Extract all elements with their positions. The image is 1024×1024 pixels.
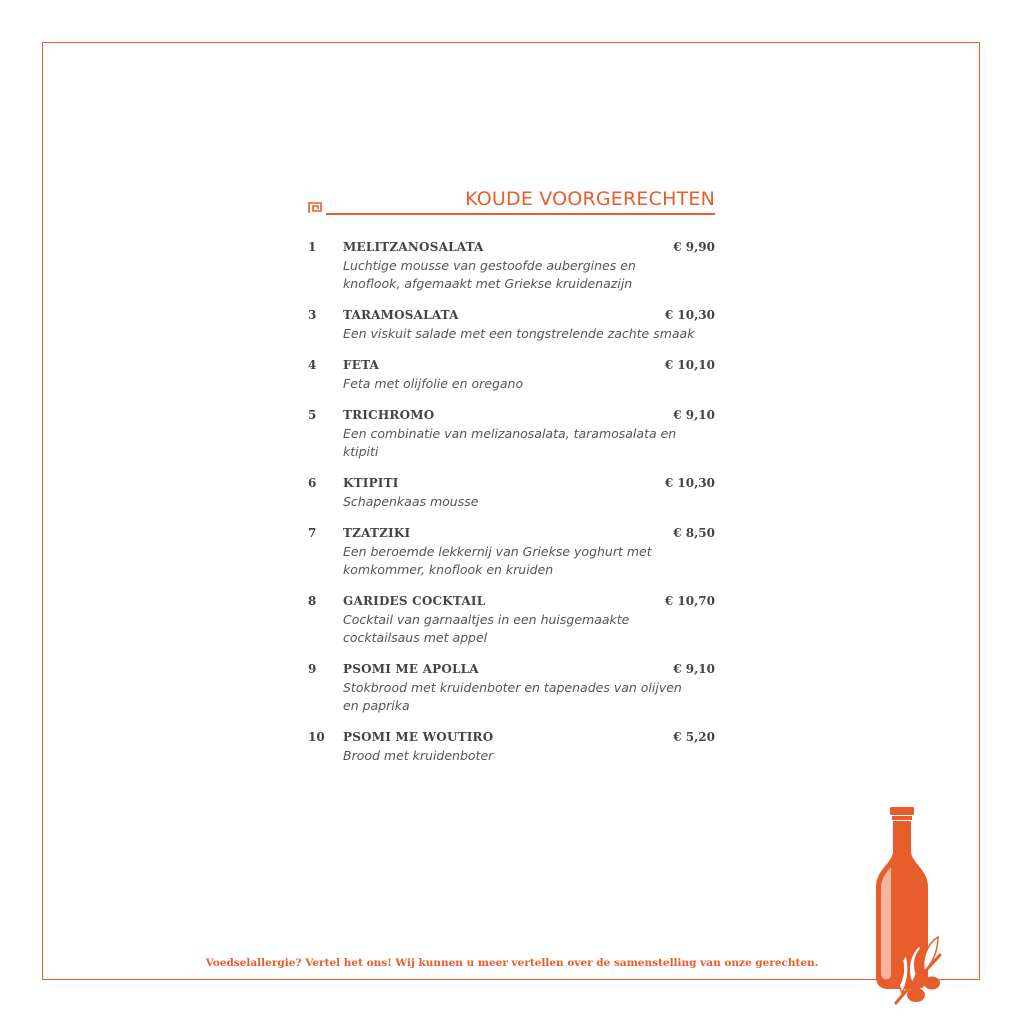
allergy-note: Voedselallergie? Vertel het ons! Wij kunnen u meer vertellen over de samenstelling van onze gerechten. — [205, 957, 819, 969]
item-number: 7 — [308, 526, 317, 540]
menu-item — [308, 308, 715, 343]
menu-item — [308, 526, 715, 579]
section-header — [308, 188, 715, 216]
item-description: Luchtige mousse van gestoofde aubergines en knoflook, afgemaakt met Griekse kruidenazijn — [343, 258, 636, 291]
item-number: 4 — [308, 358, 317, 372]
item-description: Schapenkaas mousse — [343, 494, 479, 509]
item-description: Een beroemde lekkernij van Griekse yoghurt met komkommer, knoflook en kruiden — [343, 544, 652, 577]
olive-oil-bottle-icon — [866, 805, 946, 1005]
item-price: € 10,30 — [664, 308, 715, 322]
menu-item — [308, 358, 715, 393]
item-price: € 10,10 — [664, 358, 715, 372]
menu-item-list — [308, 240, 715, 780]
menu-item — [308, 662, 715, 715]
item-description: Feta met olijfolie en oregano — [343, 376, 524, 391]
item-description: Stokbrood met kruidenboter en tapenades van olijven en paprika — [343, 680, 682, 713]
menu-item — [308, 730, 715, 765]
menu-item — [308, 240, 715, 293]
menu-item — [308, 476, 715, 511]
item-price: € 10,30 — [664, 476, 715, 490]
item-number: 6 — [308, 476, 317, 490]
item-name: KTIPITI — [343, 476, 399, 490]
item-name: PSOMI ME APOLLA — [343, 662, 479, 676]
title-underline — [326, 213, 715, 215]
item-number: 3 — [308, 308, 317, 322]
menu-item — [308, 594, 715, 647]
menu-item — [308, 408, 715, 461]
item-number: 1 — [308, 240, 317, 254]
greek-meander-icon — [308, 202, 324, 214]
item-name: TZATZIKI — [343, 526, 411, 540]
item-name: MELITZANOSALATA — [343, 240, 484, 254]
item-number: 8 — [308, 594, 317, 608]
item-name: TARAMOSALATA — [343, 308, 459, 322]
item-number: 9 — [308, 662, 317, 676]
item-description: Brood met kruidenboter — [343, 748, 494, 763]
item-price: € 9,10 — [673, 662, 715, 676]
item-price: € 8,50 — [673, 526, 715, 540]
item-price: € 9,90 — [673, 240, 715, 254]
item-number: 10 — [308, 730, 325, 744]
item-price: € 10,70 — [664, 594, 715, 608]
item-number: 5 — [308, 408, 317, 422]
item-price: € 5,20 — [673, 730, 715, 744]
item-description: Cocktail van garnaaltjes in een huisgemaakte cocktailsaus met appel — [343, 612, 630, 645]
item-name: FETA — [343, 358, 380, 372]
item-name: TRICHROMO — [343, 408, 435, 422]
section-title: KOUDE VOORGERECHTEN — [465, 188, 715, 210]
item-description: Een combinatie van melizanosalata, taramosalata en ktipiti — [343, 426, 677, 459]
item-description: Een viskuit salade met een tongstrelende zachte smaak — [343, 326, 695, 341]
item-name: GARIDES COCKTAIL — [343, 594, 486, 608]
item-name: PSOMI ME WOUTIRO — [343, 730, 494, 744]
item-price: € 9,10 — [673, 408, 715, 422]
